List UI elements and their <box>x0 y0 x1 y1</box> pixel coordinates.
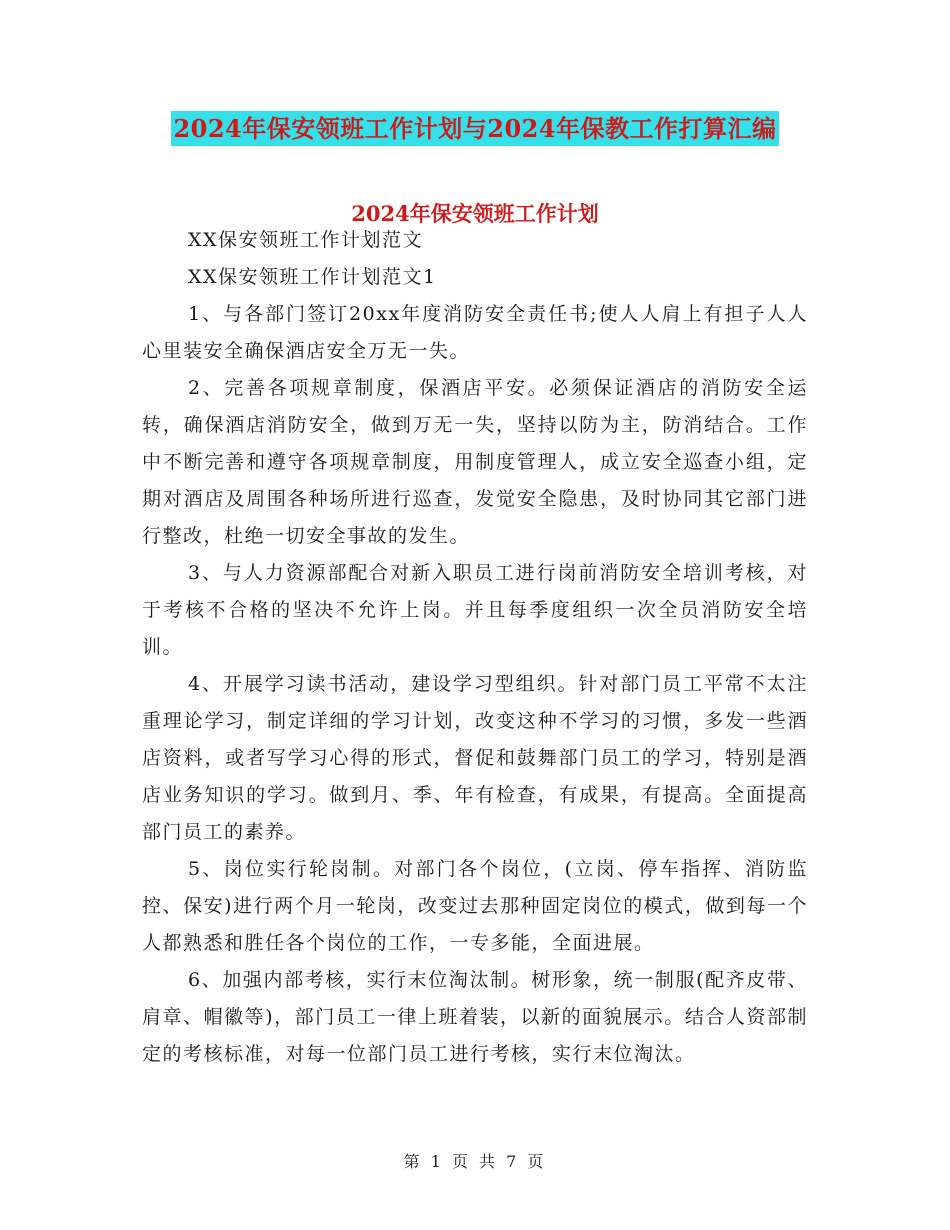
document-body <box>142 222 808 1073</box>
paragraph-subheading: XX保安领班工作计划范文1 <box>188 266 437 288</box>
document-title-text: 2024年保安领班工作计划与2024年保教工作打算汇编 <box>171 111 778 146</box>
paragraph-item-6: 6、加强内部考核，实行末位淘汰制。树形象，统一制服(配齐皮带、肩章、帽徽等)，部门员工一律上班着装，以新的面貌展示。结合人资部制定的考核标准，对每一位部门员工进行考核，实行末位淘汰。 <box>142 969 808 1065</box>
section-title: 2024年保安领班工作计划 <box>351 201 599 226</box>
paragraph-item-2: 2、完善各项规章制度，保酒店平安。必须保证酒店的消防安全运转，确保酒店消防安全，做到万无一失，坚持以防为主，防消结合。工作中不断完善和遵守各项规章制度，用制度管理人，成立安全巡查小组，定期对酒店及周围各种场所进行巡查，发觉安全隐患，及时协同其它部门进行整改，杜绝一切安全事故的发生。 <box>142 377 808 547</box>
paragraph-item-5: 5、岗位实行轮岗制。对部门各个岗位，(立岗、停车指挥、消防监控、保安)进行两个月一轮岗，改变过去那种固定岗位的模式，做到每一个人都熟悉和胜任各个岗位的工作，一专多能，全面进展。 <box>142 858 808 954</box>
paragraph-item-1: 1、与各部门签订20xx年度消防安全责任书;使人人肩上有担子人人心里装安全确保酒店安全万无一失。 <box>142 303 808 362</box>
paragraph-item-3: 3、与人力资源部配合对新入职员工进行岗前消防安全培训考核，对于考核不合格的坚决不允许上岗。并且每季度组织一次全员消防安全培训。 <box>142 562 808 658</box>
paragraph-heading: XX保安领班工作计划范文 <box>188 229 424 251</box>
page-number-footer: 第 1 页 共 7 页 <box>403 1152 547 1171</box>
document-title <box>0 112 950 146</box>
paragraph-item-4: 4、开展学习读书活动，建设学习型组织。针对部门员工平常不太注重理论学习，制定详细的学习计划，改变这种不学习的习惯，多发一些酒店资料，或者写学习心得的形式，督促和鼓舞部门员工的学习，特别是酒店业务知识的学习。做到月、季、年有检查，有成果，有提高。全面提高部门员工的素养。 <box>142 673 808 843</box>
